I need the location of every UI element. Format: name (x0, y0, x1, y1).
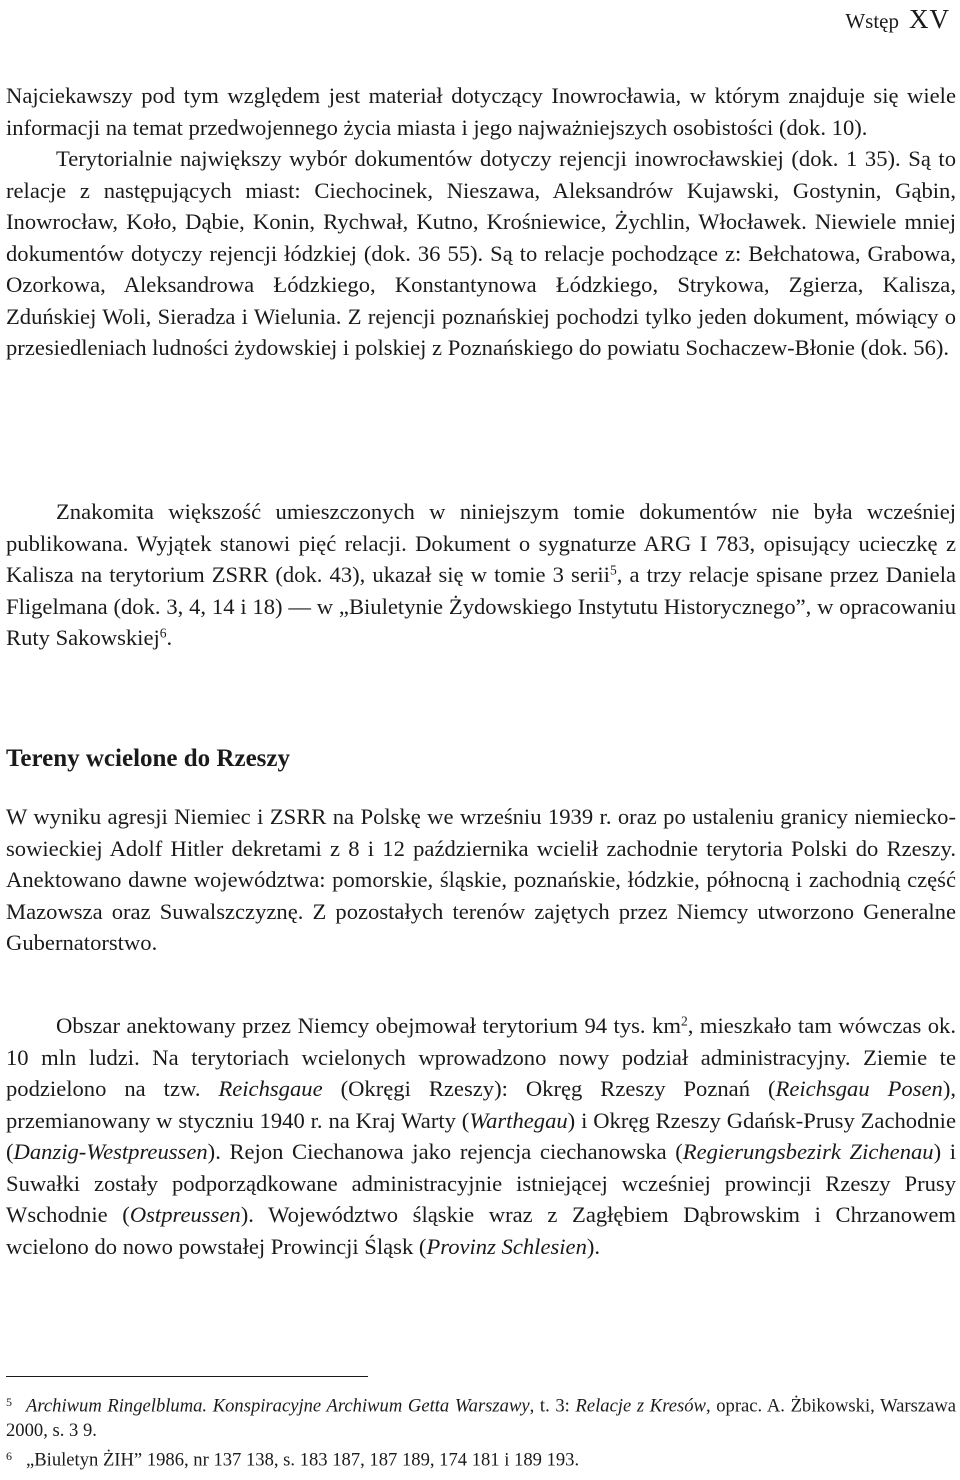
footnote-divider (6, 1376, 368, 1377)
page-number: XV (909, 4, 950, 34)
paragraph-text: ) i Suwałki zostały podporządkowane administracyjnie istniejącej wcześniej prowincji Rzeszy Prusy Wschodnie ( (6, 1139, 957, 1227)
superscript-2: 2 (680, 1013, 688, 1029)
paragraph-text: . (166, 625, 173, 650)
italic-term: Provinz Schlesien (426, 1233, 587, 1259)
paragraph-inowroclaw (6, 80, 956, 364)
footnote-title: Relacje z Kresów (575, 1395, 706, 1417)
paragraph-text: W wyniku agresji Niemiec i ZSRR na Polskę we wrześniu 1939 r. oraz po ustaleniu granicy niemiecko-sowieckiej Adolf Hitler dekretami z 8 i 12 października wcielił zachodnie terytoria Polski do Rzeszy. Anektowano dawne województwa: pomorskie, śląskie, poznańskie, łódzkie, północną i zachodnią część Mazowsza oraz Suwalszczyznę. Z pozostałych terenów zajętych przez Niemcy utworzono Generalne Gubernatorstwo. (6, 804, 956, 955)
paragraph-text: Obszar anektowany przez Niemcy obejmował terytorium 94 tys. km (56, 1013, 681, 1038)
running-head (845, 4, 950, 36)
paragraph-text: Terytorialnie największy wybór dokumentów dotyczy rejencji inowrocławskiej (dok. 1 35). Są to relacje z następujących miast: Ciechocinek, Nieszawa, Aleksandrów Kujawski, Gostynin, Gąbin, Inowrocław, Koło, Dąbie, Konin, Rychwał, Kutno, Krośniewice, Żychlin, Włocławek. Niewiele mniej dokumentów dotyczy rejencji łódzkiej (dok. 36 55). Są to relacje pochodzące z: Bełchatowa, Grabowa, Ozorkowa, Aleksandrowa Łódzkiego, Konstantynowa Łódzkiego, Strykowa, Zgierza, Kalisza, Zduńskiej Woli, Sieradza i Wielunia. Z rejencji poznańskiej pochodzi tylko jeden dokument, mówiący o przesiedleniach ludności żydowskiej i polskiej z Poznańskiego do powiatu Sochaczew-Błonie (dok. 56). (6, 146, 956, 360)
paragraph-text: ) i Okręg Rzeszy Gdańsk-Prusy Zachodnie ( (6, 1107, 956, 1164)
italic-term: Reichsgaue (218, 1076, 323, 1101)
footnote-title: Archiwum Ringelbluma. Konspiracyjne Archiwum Getta Warszawy (26, 1395, 530, 1417)
footnote-5 (6, 1390, 956, 1443)
paragraph-text: Znakomita większość umieszczonych w niniejszym tomie dokumentów nie była wcześniej publikowana. Wyjątek stanowi pięć relacji. Dokument o sygnaturze ARG I 783, opisujący ucieczkę z Kalisza na terytorium ZSRR (dok. 43), ukazał się w tomie 3 serii (6, 499, 956, 587)
italic-term: Reichsgau Posen (775, 1076, 943, 1101)
paragraph-text: (Okręgi Rzeszy): Okręg Rzeszy Poznań ( (322, 1076, 776, 1101)
footnote-6 (6, 1444, 956, 1472)
italic-term: Regierungsbezirk Zichenau (682, 1139, 934, 1164)
italic-term: Danzig-Westpreussen (13, 1139, 208, 1164)
paragraph-annexation (6, 801, 956, 959)
paragraph-publications (6, 496, 956, 654)
footnote-mark: 6 (6, 1449, 12, 1463)
section-heading: Tereny wcielone do Rzeszy (6, 745, 290, 772)
paragraph-text: ), przemianowany w styczniu 1940 r. na Kraj Warty ( (6, 1076, 957, 1133)
paragraph-text: ). Województwo śląskie wraz z Zagłębiem Dąbrowskim i Chrzanowem wcielono do nowo powstałej Prowincji Śląsk ( (6, 1202, 956, 1259)
italic-term: Warthegau (469, 1107, 568, 1133)
italic-term: Ostpreussen (129, 1202, 241, 1227)
footnote-text: „Biuletyn ŻIH” 1986, nr 137 138, s. 183 187, 187 189, 174 181 i 189 193. (26, 1449, 580, 1471)
footnote-text: , t. 3: (529, 1395, 576, 1417)
paragraph-text: ). Rejon Ciechanowa jako rejencja ciechanowska ( (207, 1139, 683, 1164)
paragraph-text: , mieszkało tam wówczas ok. 10 mln ludzi. Na terytoriach wcielonych wprowadzono nowy podział administracyjny. Ziemie te podzielono na tzw. (6, 1013, 956, 1101)
footnote-ref-6[interactable]: 6 (159, 625, 167, 641)
paragraph-text: ). (586, 1233, 601, 1259)
document-page (6, 0, 956, 1480)
footnote-ref-5[interactable]: 5 (609, 562, 617, 578)
footnote-text: , oprac. A. Żbikowski, Warszawa 2000, s. 3 9. (6, 1395, 957, 1442)
paragraph-text: Najciekawszy pod tym względem jest materiał dotyczący Inowrocławia, w którym znajduje się wiele informacji na temat przedwojennego życia miasta i jego najważniejszych osobistości (dok. 10). (6, 83, 956, 140)
paragraph-administration (6, 1010, 956, 1262)
running-head-label: Wstęp (845, 9, 899, 33)
paragraph-text: , a trzy relacje spisane przez Daniela Fligelmana (dok. 3, 4, 14 i 18) — w „Biuletynie Żydowskiego Instytutu Historycznego”, w opracowaniu Ruty Sakowskiej (6, 562, 956, 650)
footnote-mark: 5 (6, 1395, 12, 1409)
